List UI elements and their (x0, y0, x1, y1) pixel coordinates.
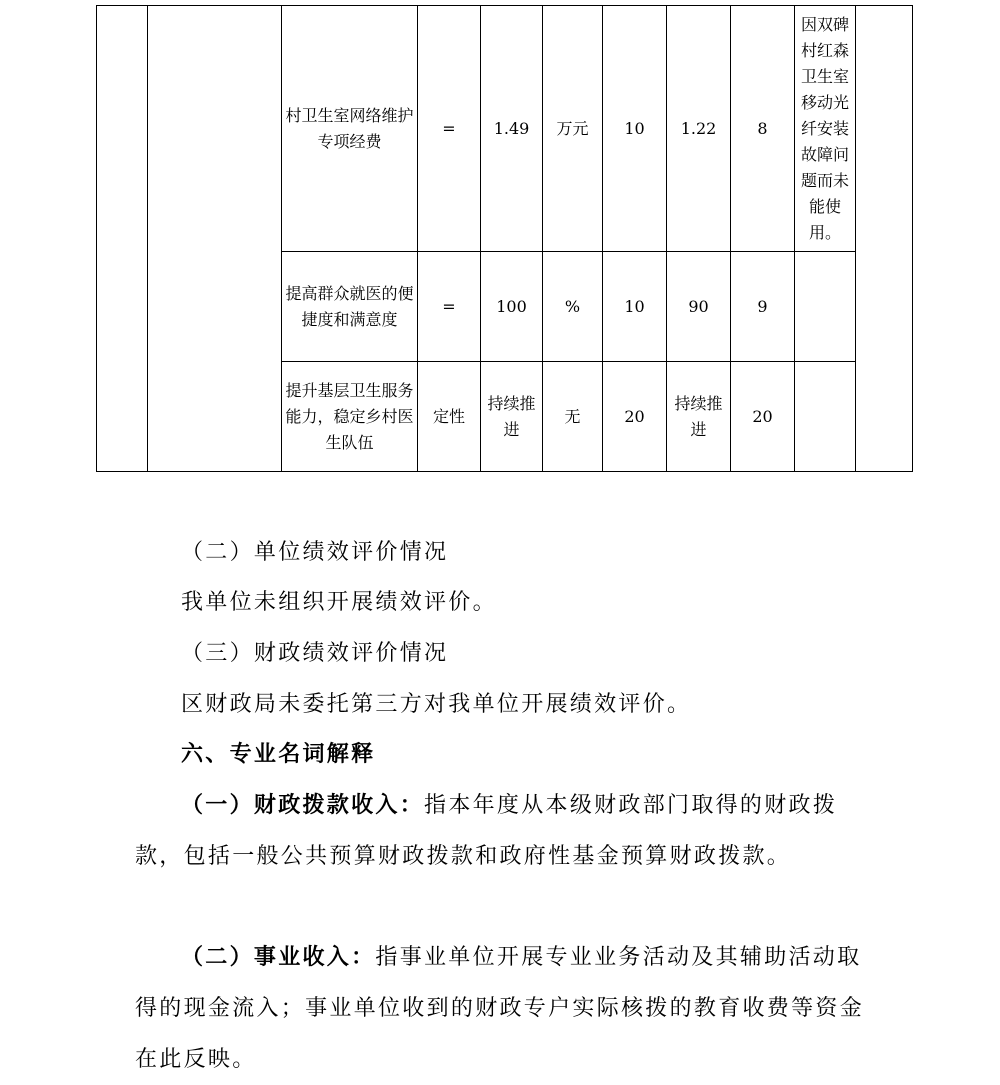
term-financial-appropriation (135, 780, 875, 882)
weight-cell: 20 (603, 362, 667, 472)
unit-eval-text: 我单位未组织开展绩效评价。 (181, 590, 497, 615)
indicator-cell: 提高群众就医的便捷度和满意度 (282, 252, 418, 362)
performance-table (96, 5, 913, 472)
unit-cell: 无 (543, 362, 603, 472)
note-cell (795, 252, 856, 362)
operator-cell: = (418, 252, 481, 362)
actual-cell: 90 (667, 252, 731, 362)
term-definition: 指事业单位开展专业业务活动及其辅助活动取得的现金流入；事业单位收到的财政专户实际核拨的教育收费等资金在此反映。 (135, 945, 865, 1072)
note-cell (795, 362, 856, 472)
score-cell: 9 (731, 252, 795, 362)
indicator-cell: 提升基层卫生服务能力，稳定乡村医生队伍 (282, 362, 418, 472)
target-cell: 1.49 (481, 6, 543, 252)
target-cell: 持续推进 (481, 362, 543, 472)
fiscal-eval-heading: （三）财政绩效评价情况 (181, 641, 449, 666)
term-label: （二）事业收入： (181, 944, 376, 970)
glossary-heading: 六、专业名词解释 (181, 741, 376, 767)
operator-cell: = (418, 6, 481, 252)
weight-cell: 10 (603, 6, 667, 252)
actual-cell: 持续推进 (667, 362, 731, 472)
subcategory-cell (148, 6, 282, 472)
term-definition: 指本年度从本级财政部门取得的财政拨款，包括一般公共预算财政拨款和政府性基金预算财政拨款。 (135, 793, 838, 869)
operator-cell: 定性 (418, 362, 481, 472)
table-row (97, 6, 913, 252)
category-cell (97, 6, 148, 472)
indicator-cell: 村卫生室网络维护专项经费 (282, 6, 418, 252)
score-cell: 8 (731, 6, 795, 252)
fiscal-eval-text: 区财政局未委托第三方对我单位开展绩效评价。 (181, 692, 692, 717)
term-business-income (135, 932, 875, 1085)
unit-cell: % (543, 252, 603, 362)
note-cell: 因双碑村红森卫生室移动光纤安装故障问题而未能使用。 (795, 6, 856, 252)
extra-cell (856, 6, 913, 472)
target-cell: 100 (481, 252, 543, 362)
unit-cell: 万元 (543, 6, 603, 252)
weight-cell: 10 (603, 252, 667, 362)
score-cell: 20 (731, 362, 795, 472)
term-label: （一）财政拨款收入： (181, 792, 425, 818)
actual-cell: 1.22 (667, 6, 731, 252)
unit-eval-heading: （二）单位绩效评价情况 (181, 540, 449, 565)
